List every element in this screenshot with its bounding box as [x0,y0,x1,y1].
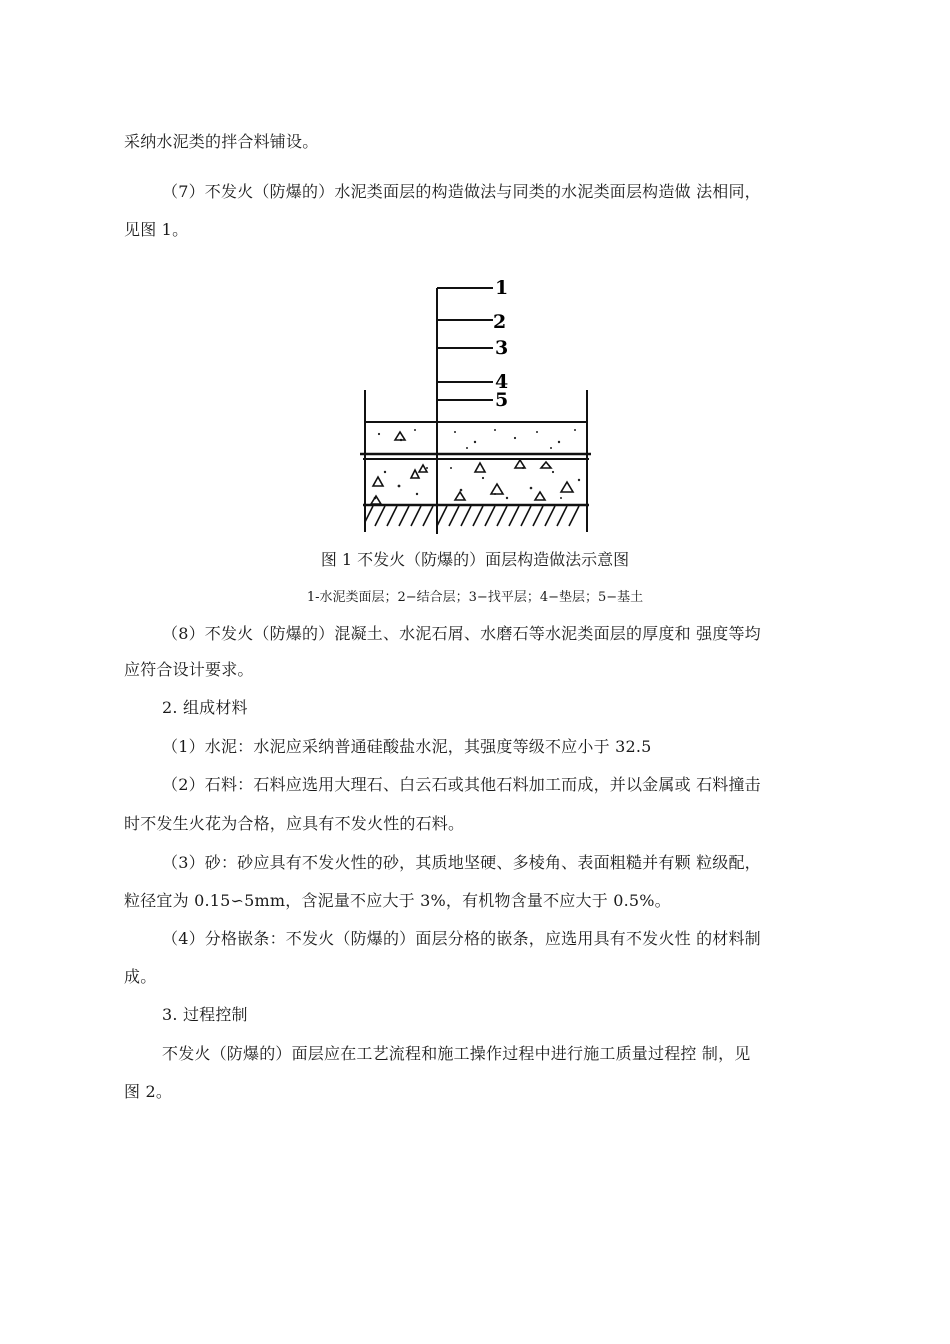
paragraph-line: 应符合设计要求。 [124,660,254,679]
paragraph-line: 成。 [124,967,157,986]
diagram-label-1: 1 [495,277,509,299]
diagram-label-2: 2 [493,311,507,333]
paragraph-line: （4）分格嵌条：不发火（防爆的）面层分格的嵌条，应选用具有不发火性 的材料制 [162,929,761,948]
paragraph-line: 采纳水泥类的拌合料铺设。 [124,132,319,151]
paragraph-line: 粒径宜为 0.15∽5mm，含泥量不应大于 3%，有机物含量不应大于 0.5%。 [124,891,671,910]
paragraph-line: 图 2。 [124,1082,173,1101]
section-heading: 2. 组成材料 [162,698,248,717]
floor-construction-diagram [355,272,600,537]
paragraph-line: （8）不发火（防爆的）混凝土、水泥石屑、水磨石等水泥类面层的厚度和 强度等均 [162,624,761,643]
paragraph-line: （7）不发火（防爆的）水泥类面层的构造做法与同类的水泥类面层构造做 法相同， [162,182,761,201]
figure-legend: 1-水泥类面层；2−结合层；3−找平层；4−垫层；5−基土 [306,590,644,605]
paragraph-line: 时不发生火花为合格，应具有不发火性的石料。 [124,814,465,833]
paragraph-line: 不发火（防爆的）面层应在工艺流程和施工操作过程中进行施工质量过程控 制，见 [162,1044,751,1063]
figure-caption: 图 1 不发火（防爆的）面层构造做法示意图 [320,550,630,569]
paragraph-line: 见图 1。 [124,220,189,239]
diagram-label-4: 4 [495,371,509,393]
paragraph-line: （1）水泥：水泥应采纳普通硅酸盐水泥，其强度等级不应小于 32.5 [162,737,652,756]
paragraph-line: （3）砂：砂应具有不发火性的砂，其质地坚硬、多棱角、表面粗糙并有颗 粒级配， [162,853,761,872]
diagram-label-3: 3 [495,337,509,359]
paragraph-line: （2）石料：石料应选用大理石、白云石或其他石料加工而成，并以金属或 石料撞击 [162,775,761,794]
section-heading: 3. 过程控制 [162,1005,248,1024]
diagram-label-5: 5 [495,389,509,411]
